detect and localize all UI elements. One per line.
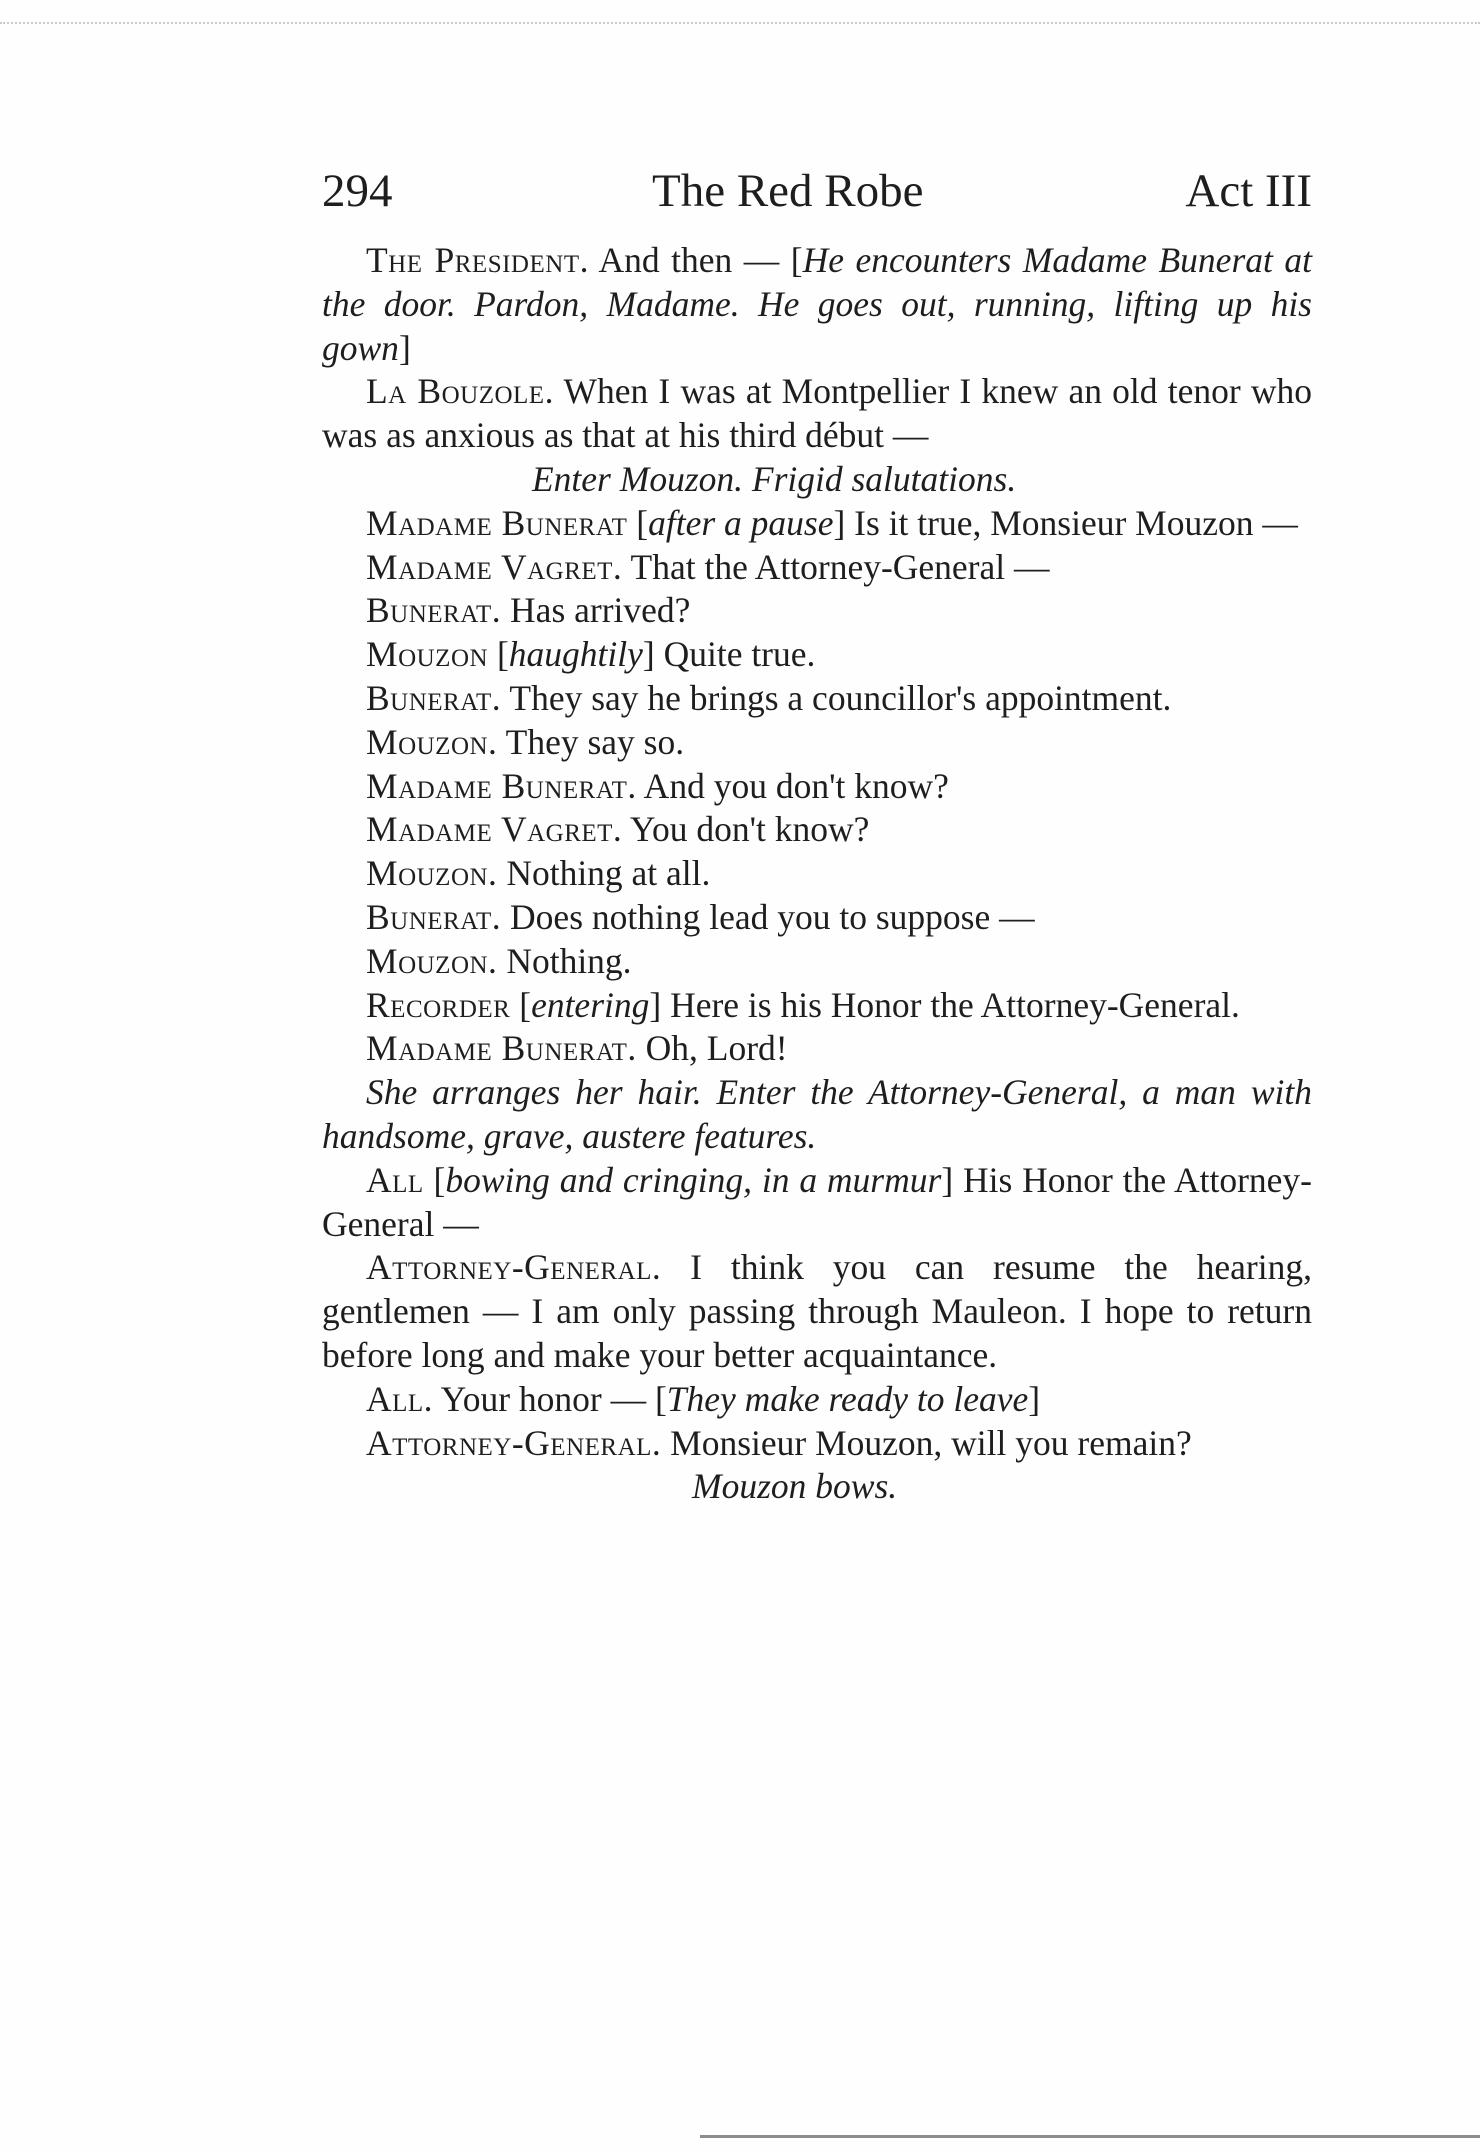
running-title: The Red Robe <box>652 165 924 217</box>
speech-madame-bunerat <box>322 502 1312 546</box>
speech-recorder <box>322 984 1312 1028</box>
stage-direction: entering <box>531 984 650 1025</box>
speech-bunerat <box>322 677 1312 721</box>
speaker-name: Bunerat. <box>366 590 502 631</box>
speaker-name: Mouzon. <box>366 721 498 762</box>
stage-direction-attorney-enters: She arranges her hair. Enter the Attorney-General, a man with handsome, grave, austere features. <box>322 1072 1312 1156</box>
speaker-name: Mouzon <box>366 634 489 675</box>
speech-text: Is it true, Monsieur Mouzon — <box>845 502 1298 543</box>
bracket-close: ] <box>649 984 662 1025</box>
speech-text: Quite true. <box>654 634 816 675</box>
scan-top-edge <box>0 22 1480 24</box>
bracket-open: [ <box>627 502 649 543</box>
speech-text: You don't know? <box>622 809 870 850</box>
speech-mouzon <box>322 633 1312 677</box>
stage-direction: They make ready to leave <box>666 1378 1029 1419</box>
speech-text: Nothing at all. <box>497 853 711 894</box>
speech-text: When I was at Montpellier I knew an old tenor who was as anxious as that at his third début — <box>322 371 1312 456</box>
play-text <box>322 239 1312 1509</box>
speech-madame-vagret <box>322 546 1312 590</box>
bracket-open: [ <box>488 634 509 675</box>
speech-attorney-general <box>322 1246 1312 1377</box>
speaker-name: La Bouzole. <box>366 371 554 412</box>
speech-text: And you don't know? <box>636 765 949 806</box>
speech-mouzon <box>322 852 1312 896</box>
speaker-name: The President. <box>366 240 589 280</box>
speech-bunerat <box>322 896 1312 940</box>
stage-direction: after a pause <box>648 502 834 543</box>
running-head <box>322 163 1312 229</box>
act-label: Act III <box>1185 165 1312 217</box>
speech-text: Monsieur Mouzon, will you remain? <box>661 1422 1192 1463</box>
speech-text: Has arrived? <box>501 590 691 631</box>
speech-text: I think you can resume the hearing, gentlemen — I am only passing through Mauleon. I hope to return before long and make your better acquaintance. <box>322 1247 1312 1375</box>
speech-text: They say he brings a councillor's appointment. <box>501 677 1172 718</box>
speaker-name: Madame Vagret. <box>366 546 623 587</box>
speech-text: Oh, Lord! <box>636 1028 788 1069</box>
speech-president <box>322 239 1312 370</box>
speech-text: Does nothing lead you to suppose — <box>501 896 1035 937</box>
speech-text: Nothing. <box>497 940 632 981</box>
speech-text: And then — [ <box>588 240 803 280</box>
stage-direction: bowing and cringing, in a murmur <box>445 1159 942 1200</box>
speech-attorney-general <box>322 1422 1312 1466</box>
speaker-name: Bunerat. <box>366 896 502 937</box>
speaker-name: Recorder <box>366 984 511 1025</box>
page-number: 294 <box>322 165 393 217</box>
bracket-close: ] <box>833 502 846 543</box>
speech-text: His Honor the Attorney-General — <box>322 1159 1312 1244</box>
speech-bunerat <box>322 589 1312 633</box>
stage-direction: He encounters Madame Bunerat at the door. Pardon, Madame. He goes out, running, lifting up his gown <box>322 240 1312 368</box>
speech-text: Your honor — [ <box>433 1378 667 1419</box>
speech-la-bouzole <box>322 370 1312 458</box>
speaker-name: Attorney-General. <box>366 1247 662 1288</box>
speech-all <box>322 1159 1312 1247</box>
stage-direction-enter-mouzon: Enter Mouzon. Frigid salutations. <box>532 458 1017 499</box>
speaker-name: Madame Bunerat <box>366 502 628 543</box>
speech-madame-vagret <box>322 808 1312 852</box>
bracket-close: ] <box>398 327 411 368</box>
speech-mouzon <box>322 721 1312 765</box>
speaker-name: Madame Bunerat. <box>366 1028 637 1069</box>
bracket-close: ] <box>1028 1378 1041 1419</box>
speaker-name: All <box>366 1159 424 1200</box>
scan-bottom-edge <box>700 2135 1480 2138</box>
speaker-name: All. <box>366 1378 434 1419</box>
bracket-close: ] <box>941 1159 954 1200</box>
speaker-name: Attorney-General. <box>366 1422 662 1463</box>
speaker-name: Madame Vagret. <box>366 809 623 850</box>
speech-text: They say so. <box>497 721 685 762</box>
speech-madame-bunerat <box>322 765 1312 809</box>
speech-text: That the Attorney-General — <box>622 546 1050 587</box>
bracket-open: [ <box>510 984 532 1025</box>
speaker-name: Madame Bunerat. <box>366 765 637 806</box>
bracket-close: ] <box>642 634 655 675</box>
speaker-name: Mouzon. <box>366 853 498 894</box>
speech-all <box>322 1378 1312 1422</box>
speech-mouzon <box>322 940 1312 984</box>
text-block <box>322 163 1312 1509</box>
stage-direction-mouzon-bows: Mouzon bows. <box>692 1466 898 1507</box>
speech-text: Here is his Honor the Attorney-General. <box>661 984 1240 1025</box>
speaker-name: Mouzon. <box>366 940 498 981</box>
bracket-open: [ <box>423 1159 446 1200</box>
speech-madame-bunerat <box>322 1027 1312 1071</box>
speaker-name: Bunerat. <box>366 677 502 718</box>
stage-direction: haughtily <box>508 634 643 675</box>
